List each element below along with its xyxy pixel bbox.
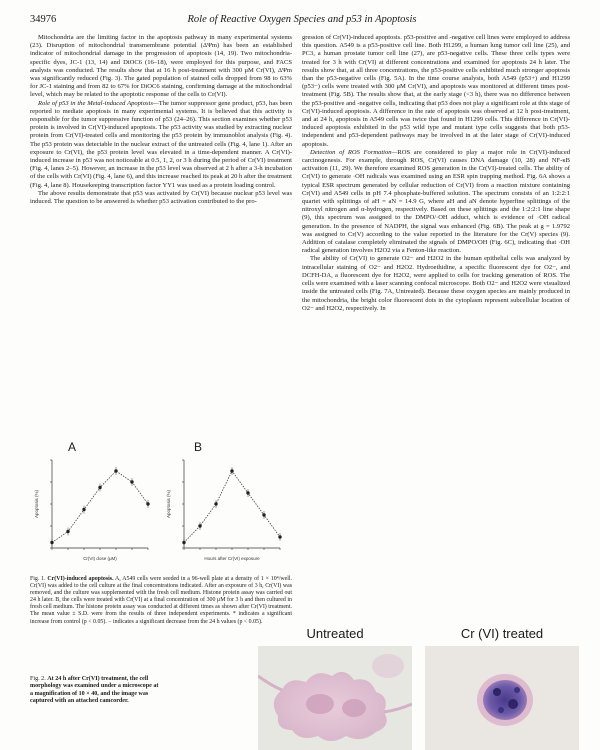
treated-label: Cr (VI) treated [460,626,544,641]
y-axis-label: Apoptosis (%) [166,489,171,519]
data-point [114,469,117,472]
figure-1-caption-text: A, A549 cells were seeded in a 96-well plate at a density of 1 × 10⁴/well. Cr(VI) was added to the cell culture at the final concentrations indicated. After an exposure of 3 h, Cr(VI) was removed, and the culture was supplemented with the fresh cell medium. Histone protein assay was carried out 24 h later. B, the cells were treated with Cr(VI) at a final concentration of 300 μM for 3 h and then cultured in fresh cell medium. The histone protein assay was conducted at different times as shown after Cr(VI) treatment. The mean value ± S.D. were from the results of three independent experiments. * indicates a significant increase from control (p < 0.05). − indicates a significant decrease from the 24 h values (p < 0.05). [30,576,292,625]
x-axis-label: Cr(VI) dose (μM) [83,556,117,561]
paragraph-text: The tumor suppressor gene product, p53, has been reported to mediate apoptosis in many experimental systems. It is believed that this activity is responsible for the tumor suppressive function of p53 (24–26). This section examines whether p53 protein is involved in Cr(VI)-induced apoptosis. The p53 activity was studied by extracting nuclear protein from Cr(VI)-treated cells and monitoring the p53 protein by immunoblot analysis (Fig. 4). The p53 protein was detectable in the nuclear extract of the untreated cells (Fig. 4, lane 1). After an exposure to Cr(VI), the p53 protein level was elevated in a time-dependent manner. A Cr(VI)-induced increase in p53 was not noticeable at 0.5, 1, 2, or 3 h during the period of Cr(VI) treatment (Fig. 4, lanes 2–5). However, an increase in the p53 level was observed at 2 h after a 3-h incubation of the cells with Cr(VI) (Fig. 4, lane 6), and this increase reached its peak at 20 h after the treatment (Fig. 4, lane 8). Housekeeping transcription factor YY1 was used as a protein loading control. [30,99,292,189]
right-column-paragraph [302,255,570,312]
chart-b [162,438,288,578]
paragraph-text: Mitochondria are the limiting factor in the apoptosis pathway in many experimental systems (23). Disruption of mitochondrial transmembrane potential (ΔΨm) has been an established indicator of mitochondrial damage in the progression of apoptosis (14, 19). Two mitochondria-specific dyes, JC-1 (13, 14) and DiOC6 (16–18), were employed for this purpose, and FACS analysis was conducted. The results show that at 16 h post-treatment with 300 μM Cr(VI), ΔΨm was significantly reduced (Fig. 3). The gated population of stained cells dropped from 98 to 63% for JC-1 staining and from 82 to 67% for DiOC6 staining, confirming damage at the mitochondrial level, which may be related to the apoptotic response of the cells to Cr(VI). [30,34,292,99]
right-column [302,34,570,313]
figure-1-caption-label: Fig. 1. [30,576,46,582]
data-point [98,486,101,489]
data-point [246,491,249,494]
left-column-paragraph [30,34,292,100]
paragraph-text: The ability of Cr(VI) to generate O2− and H2O2 in the human epithelial cells was analyzed by intracellular staining of O2− and H2O2. Hydroethidine, a specific fluorescent dye for O2−, and DCFH-DA, a fluorescent dye for H2O2, were applied to cells for tracking generation of ROS. The cells were examined with a laser scanning confocal microscope. Both O2− and H2O2 were visualized inside the untreated cells (Fig. 7A, Untreated). Because these oxygen species are mainly produced in the mitochondria, the bright color fluorescent dots in the cytoplasm represent subcellular location of O2− and H2O2, respectively. In [302,255,570,312]
figure-1-panel-a [30,438,156,578]
chart-a [30,438,156,578]
figure-1-caption-title: Cr(VI)-induced apoptosis. [47,576,114,582]
data-point [262,513,265,516]
paragraph-text: gression of Cr(VI)-induced apoptosis. p53-positive and -negative cell lines were employed to address this question. A549 is a p53-positive cell line. Both H1299, a human lung tumor cell line (25), and PC3, a human prostate tumor cell line (27), are p53-negative cells. These three cells types were treated for 3 h with Cr(VI) at different concentrations and examined for apoptosis 24 h later. The results show that, at all three concentrations, the p53-positive cells exhibited much stronger apoptosis than the p53-negative cells (Fig. 5A). In the time course analysis, both A549 (p53+) and H1299 (p53−) cells were treated with 300 μM Cr(VI), and apoptosis was monitored at different times post-treatment (Fig. 5B). The results show that, at the early stage (<3 h), there was no difference between the p53-positive and -negative cells, indicating that p53 does not play a significant role at this stage of Cr(VI)-induced apoptosis. A difference in the rate of apoptosis was observed at 12 h post-treatment, and at 24 h, apoptosis in A549 cells was twice that found in H1299 cells. This difference in Cr(VI)-induced apoptosis exhibited in the p53 wild type and mutant type cells suggests that both p53-independent and p53-dependent pathways may be involved in at the later stage of Cr(VI)-induced apoptosis. [302,34,570,148]
left-column-paragraph [30,100,292,190]
figure-1 [30,438,292,578]
figure-1-caption [30,576,292,626]
left-column-paragraph [30,190,292,206]
paragraph-text: The above results demonstrate that p53 was activated by Cr(VI) because nuclear p53 level was induced. The question to be answered is whether p53 activation contributed to the pro- [30,189,292,206]
data-point [82,508,85,511]
data-point [182,541,185,544]
page-number: 34976 [30,14,57,25]
untreated-micrograph [258,646,412,750]
y-axis-label: Apoptosis (%) [34,489,39,519]
section-heading: Detection of ROS Formation— [310,148,398,156]
treated-micrograph [425,646,579,750]
data-point [146,502,149,505]
right-column-paragraph [302,149,570,256]
untreated-label: Untreated [306,626,364,641]
series-line [184,471,280,543]
figure-2-caption-label: Fig. 2. [30,676,46,682]
paragraph-text: ROS are considered to play a major role in Cr(VI)-induced carcinogenesis. For example, through ROS, Cr(VI) causes DNA damage (10, 28) and NF-κB activation (11, 29). We therefore examined ROS generation in the Cr(VI)-treated cells. The ability of Cr(VI) to generate ·OH radicals was examined using an ESR spin trapping method. Fig. 6A shows a typical ESR spectrum generated by cellular reduction of Cr(VI) from a reaction mixture containing Cr(VI) and A549 cells in pH 7.4 phosphate-buffered solution. The spectrum consists of an 1:2:2:1 quartet with splittings of aH = aN = 14.9 G, where aH and aN denote hyperfine splittings of the nitroxyl nitrogen and α-hydrogen, respectively. Based on these splittings and the 1:2:2:1 line shape (9), this spectrum was assigned to the DMPO/·OH adduct, which is evidence of ·OH radical generation. In the presence of NADPH, the signal was enhanced (Fig. 6B). The peak at g = 1.9792 was assigned to Cr(V) according to the value reported in the literature for the Cr(V) species (9). Addition of catalase completely eliminated the signals of DMPO/OH (Fig. 6C), indicating that ·OH radical generation involves H2O2 via a Fenton-like reaction. [302,148,570,255]
running-title: Role of Reactive Oxygen Species and p53 in Apoptosis [187,14,417,25]
left-column [30,34,292,206]
panel-label-b: B [194,440,203,454]
panel-label-a: A [68,440,77,454]
page-header [30,14,574,28]
data-point [198,524,201,527]
data-point [50,541,53,544]
section-heading: Role of p53 in the Metal-induced Apoptosis— [38,99,159,107]
data-point [230,469,233,472]
figure-2-caption [30,676,162,706]
data-point [278,535,281,538]
right-column-paragraph [302,34,570,149]
data-point [66,530,69,533]
x-axis-label: Hours after Cr(VI) exposure [204,556,260,561]
data-point [130,480,133,483]
figure-2-caption-text: At 24 h after Cr(VI) treatment, the cell morphology was examined under a microscope at a magnification of 10 × 40, and the image was captured with an attached camcorder. [30,676,159,705]
figure-1-panel-b [162,438,288,578]
data-point [214,502,217,505]
